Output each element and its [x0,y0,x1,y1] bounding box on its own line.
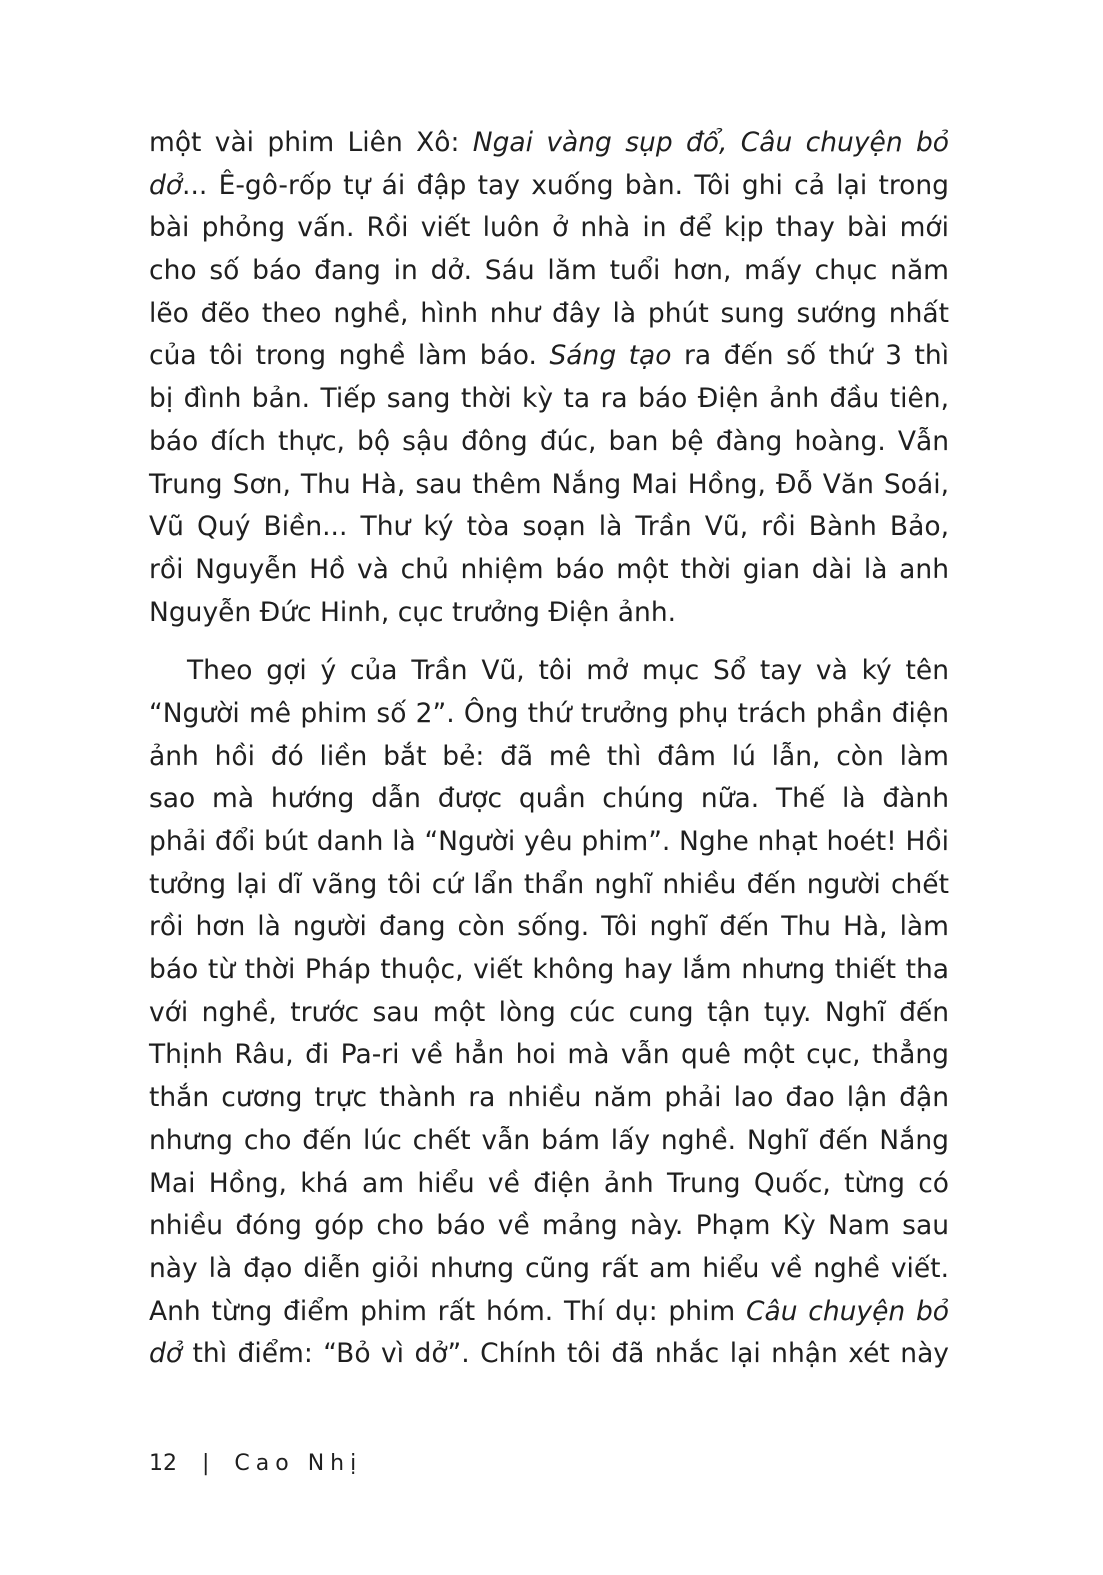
text-line [149,421,949,464]
text-run: Thịnh Râu, đi Pa-ri về hẳn hoi mà vẫn quê một cục, thẳng [149,1039,949,1071]
text-run: cho số báo đang in dở. Sáu lăm tuổi hơn, mấy chục năm [149,255,949,287]
text-line [149,949,949,992]
page-number: 12 [149,1451,177,1476]
text-run: thắn cương trực thành ra nhiều năm phải lao đao lận đận [149,1082,949,1114]
text-line [149,335,949,378]
text-line [149,1291,949,1334]
text-run: rồi Nguyễn Hồ và chủ nhiệm báo một thời gian dài là anh [149,553,949,585]
italic-title-text: Ngai vàng sụp đổ, Câu chuyện bỏ [472,127,949,158]
text-run: phải đổi bút danh là “Người yêu phim”. Nghe nhạt hoét! Hồi [149,826,949,857]
text-line [149,378,949,421]
text-run: tưởng lại dĩ vãng tôi cứ lẩn thẩn nghĩ nhiều đến người chết [149,868,949,900]
text-line [149,207,949,250]
italic-title-text: dở [149,169,183,201]
text-line [149,906,949,949]
text-run: ra đến số thứ 3 thì [671,340,949,372]
text-line [149,506,949,549]
text-run: ... Ê-gô-rốp tự ái đập tay xuống bàn. Tôi ghi cả lại trong [182,169,949,201]
text-run: một vài phim Liên Xô: [149,127,473,158]
text-line [149,1034,949,1077]
text-line [149,1163,949,1206]
text-line [149,165,949,208]
text-run: rồi hơn là người đang còn sống. Tôi nghĩ đến Thu Hà, làm [149,911,949,943]
text-line [149,992,949,1035]
text-run: Mai Hồng, khá am hiểu về điện ảnh Trung Quốc, từng có [149,1167,949,1199]
text-run: này là đạo diễn giỏi nhưng cũng rất am hiểu về nghề viết. [149,1252,949,1284]
italic-title-text: Sáng tạo [549,340,672,372]
italic-title-text: Câu chuyện bỏ [745,1295,949,1327]
text-run: nhưng cho đến lúc chết vẫn bám lấy nghề. Nghĩ đến Nắng [149,1124,949,1156]
text-run: Nguyễn Đức Hinh, cục trưởng Điện ảnh. [149,596,677,628]
text-run: “Người mê phim số 2”. Ông thứ trưởng phụ trách phần điện [149,697,949,729]
text-run: với nghề, trước sau một lòng cúc cung tận tụy. Nghĩ đến [149,996,949,1028]
text-run: Vũ Quý Biền... Thư ký tòa soạn là Trần Vũ, rồi Bành Bảo, [149,511,949,543]
italic-title-text: dở [149,1338,183,1370]
text-run: thì điểm: “Bỏ vì dở”. Chính tôi đã nhắc lại nhận xét này [182,1338,949,1370]
text-run: bị đình bản. Tiếp sang thời kỳ ta ra báo Điện ảnh đầu tiên, [149,383,949,415]
text-run: Anh từng điểm phim rất hóm. Thí dụ: phim [149,1295,746,1327]
text-run: bài phỏng vấn. Rồi viết luôn ở nhà in để kịp thay bài mới [149,212,949,244]
text-line [149,693,949,736]
text-line [149,1120,949,1163]
text-line [149,592,949,635]
text-run: của tôi trong nghề làm báo. [149,340,550,372]
text-line [149,549,949,592]
text-line [149,1205,949,1248]
text-line [149,293,949,336]
text-line [149,864,949,907]
text-line [149,1248,949,1291]
text-line [149,650,949,693]
text-run: sao mà hướng dẫn được quần chúng nữa. Thế là đành [149,783,949,815]
text-line [149,1077,949,1120]
page-footer [149,1448,362,1480]
text-line [149,122,949,165]
text-run: báo đích thực, bộ sậu đông đúc, ban bệ đàng hoàng. Vẫn [149,425,949,457]
text-run: Theo gợi ý của Trần Vũ, tôi mở mục Sổ tay và ký tên [187,655,949,687]
text-line [149,1333,949,1376]
text-run: nhiều đóng góp cho báo về mảng này. Phạm Kỳ Nam sau [149,1210,949,1242]
text-run: Trung Sơn, Thu Hà, sau thêm Nắng Mai Hồng, Đỗ Văn Soái, [149,468,949,500]
paragraph-gap [149,634,949,650]
text-line [149,250,949,293]
body-text [149,122,949,1376]
running-author: Cao Nhị [234,1451,363,1476]
text-line [149,464,949,507]
text-line [149,778,949,821]
text-run: báo từ thời Pháp thuộc, viết không hay lắm nhưng thiết tha [149,954,949,986]
text-line [149,821,949,864]
text-line [149,736,949,779]
text-run: lẽo đẽo theo nghề, hình như đây là phút sung sướng nhất [149,297,949,329]
paragraph [149,650,949,1376]
paragraph [149,122,949,634]
text-run: ảnh hồi đó liền bắt bẻ: đã mê thì đâm lú lẫn, còn làm [149,740,949,772]
footer-separator: | [202,1451,210,1476]
